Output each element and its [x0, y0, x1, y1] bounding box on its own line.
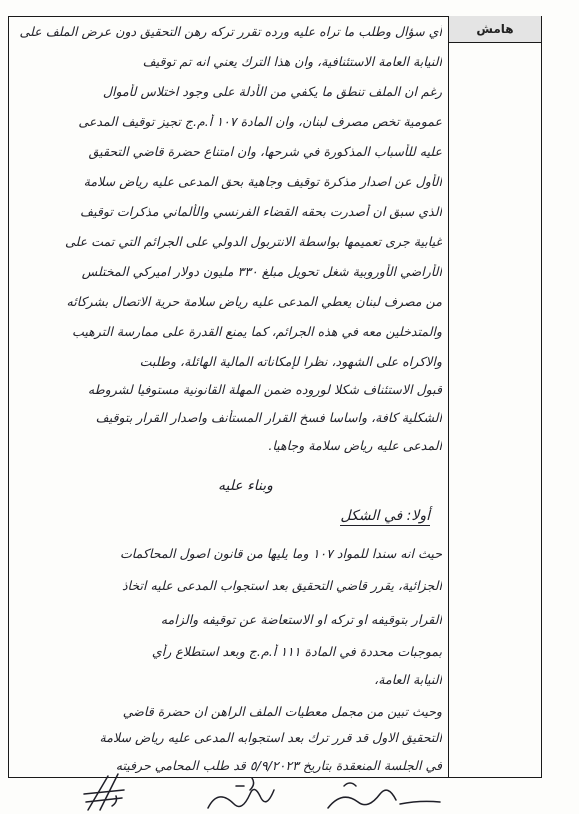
section-title: وبناء عليه	[218, 478, 273, 494]
body-line: الأول عن اصدار مذكرة توقيف وجاهية بحق المدعى عليه رياض سلامة	[83, 174, 442, 189]
body-line: الشكلية كافة، واساسا فسخ القرار المستأنف واصدار القرار بتوقيف	[95, 410, 442, 425]
body-line: حيث انه سندا للمواد ١٠٧ وما يليها من قانون اصول المحاكمات	[119, 546, 442, 561]
body-line: القرار بتوقيفه او تركه او الاستعاضة عن توقيفه والزامه	[160, 612, 442, 627]
signatures	[0, 770, 579, 814]
margin-divider	[448, 16, 449, 778]
body-line: بموجبات محددة في المادة ١١١ أ.م.ج وبعد استطلاع رأي	[151, 644, 442, 659]
body-line: والاكراه على الشهود، نظرا لإمكاناته المالية الهائلة، وطلبت	[139, 354, 442, 369]
body-line: التحقيق الاول قد قرر ترك بعد استجوابه المدعى عليه رياض سلامة	[99, 730, 442, 745]
body-line: النيابة العامة،	[374, 672, 442, 687]
margin-header: هامش	[449, 16, 541, 43]
body-line: الجزائية، يقرر قاضي التحقيق بعد استجواب المدعى عليه اتخاذ	[121, 578, 442, 593]
body-line: وحيث تبين من مجمل معطيات الملف الراهن ان حضرة قاضي	[122, 704, 442, 719]
body-line: في الجلسة المنعقدة بتاريخ ٥/٩/٢٠٢٣ قد طلب المحامي حرفيته	[115, 758, 442, 773]
body-line: والمتدخلين معه في هذه الجرائم، كما يمنع القدرة على ممارسة الترهيب	[71, 324, 442, 339]
signature-right	[328, 783, 440, 808]
body-line: المدعى عليه رياض سلامة وجاهيا.	[268, 438, 442, 453]
handwritten-body	[18, 18, 442, 778]
body-line: أي سؤال وطلب ما تراه عليه ورده تقرر تركه رهن التحقيق دون عرض الملف على	[19, 24, 442, 39]
body-line: غيابية جرى تعميمها بواسطة الانتربول الدولي على الجرائم التي تمت على	[64, 234, 442, 249]
body-line: عمومية تخص مصرف لبنان، وان المادة ١٠٧ أ.م.ج تجيز توقيف المدعى	[78, 114, 442, 129]
body-line: الذي سبق ان أصدرت بحقه القضاء الفرنسي والألماني مذكرات توقيف	[80, 204, 442, 219]
subsection-title: أولا: في الشكل	[340, 508, 430, 524]
body-line: عليه للأسباب المذكورة في شرحها، وان امتناع حضرة قاضي التحقيق	[88, 144, 442, 159]
body-line: قبول الاستئناف شكلا لوروده ضمن المهلة القانونية مستوفيا لشروطه	[87, 382, 442, 397]
signature-left-mark	[84, 774, 124, 810]
body-line: الأراضي الأوروبية شغل تحويل مبلغ ٣٣٠ مليون دولار اميركي المختلس	[81, 264, 442, 279]
signature-middle	[208, 778, 274, 808]
body-line: من مصرف لبنان يعطي المدعى عليه رياض سلامة حرية الاتصال بشركائه	[66, 294, 442, 309]
body-line: رغم ان الملف تنطق ما يكفي من الأدلة على وجود اختلاس لأموال	[102, 84, 442, 99]
body-line: النيابة العامة الاستئنافية، وان هذا الترك يعني انه تم توقيف	[142, 54, 442, 69]
